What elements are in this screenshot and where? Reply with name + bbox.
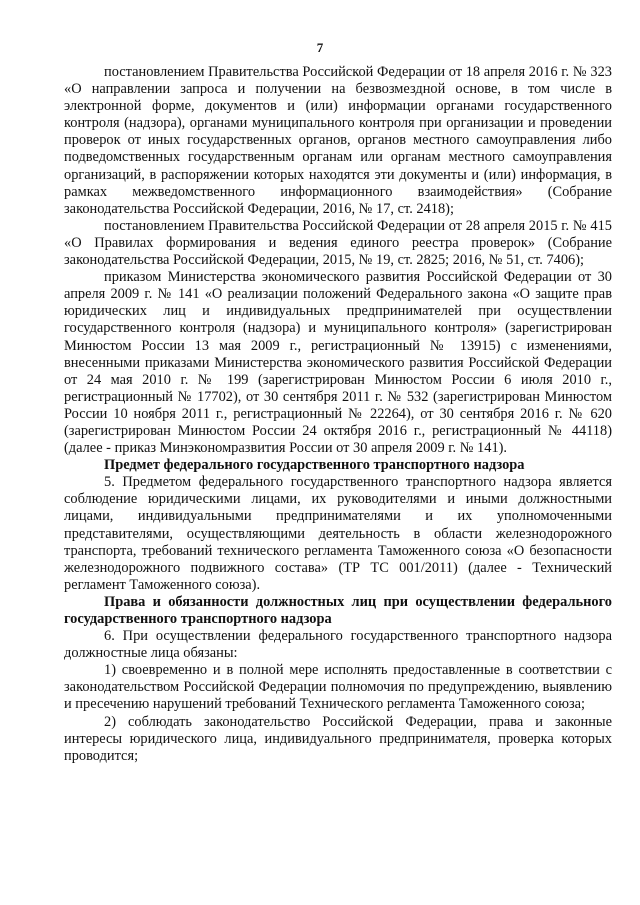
paragraph-resolution-415: постановлением Правительства Российской Федерации от 28 апреля 2015 г. № 415 «О Правилах формирования и ведения единого реестра проверок» (Собрание законодательства Российской Федерации, 2015, № 19, ст. 2825; 2016, № 51, ст. 7406); — [64, 217, 612, 269]
paragraph-item-5: 5. Предметом федерального государственного транспортного надзора является соблюдение юридическими лицами, их руководителями и иными должностными лицами, индивидуальными предпринимателями и их уполномоченными представителями, осуществляющими деятельность в области железнодорожного транспорта, требований технического регламента Таможенного союза «О безопасности железнодорожного подвижного состава» (ТР ТС 001/2011) (далее - Технический регламент Таможенного союза). — [64, 474, 612, 593]
paragraph-resolution-323: постановлением Правительства Российской Федерации от 18 апреля 2016 г. № 323 «О направлении запроса и получении на безвозмездной основе, в том числе в электронной форме, документов и (или) информации органами государственного контроля (надзора), органами муниципального контроля при организации и проведении проверок от иных государственных органов, органов местного самоуправления либо подведомственных государственным органам или органам местного самоуправления организаций, в распоряжении которых находятся эти документы и (или) информация, в рамках межведомственного информационного взаимодействия» (Собрание законодательства Российской Федерации, 2016, № 17, ст. 2418); — [64, 64, 612, 217]
paragraph-order-141: приказом Министерства экономического развития Российской Федерации от 30 апреля 2009 г. № 141 «О реализации положений Федерального закона «О защите прав юридических лиц и индивидуальных предпринимателей при осуществлении государственного контроля (надзора) и муниципального контроля» (зарегистрирован Минюстом России 13 мая 2009 г., регистрационный № 13915) с изменениями, внесенными приказами Министерства экономического развития Российской Федерации от 24 мая 2010 г. № 199 (зарегистрирован Минюстом России 6 июля 2010 г., регистрационный № 17702), от 30 сентября 2011 г. № 532 (зарегистрирован Минюстом России 10 ноября 2011 г., регистрационный № 22264), от 30 сентября 2016 г. № 620 (зарегистрирован Минюстом России 24 октября 2016 г., регистрационный № 44118) (далее - приказ Минэкономразвития России от 30 апреля 2009 г. № 141). — [64, 269, 612, 457]
document-body — [64, 64, 612, 765]
section-heading-subject: Предмет федерального государственного транспортного надзора — [104, 457, 525, 474]
paragraph-subitem-2: 2) соблюдать законодательство Российской Федерации, права и законные интересы юридического лица, индивидуального предпринимателя, проверка которых проводится; — [64, 713, 612, 764]
paragraph-subitem-1: 1) своевременно и в полной мере исполнять предоставленные в соответствии с законодательством Российской Федерации полномочия по предупреждению, выявлению и пресечению нарушений требований Технического регламента Таможенного союза; — [64, 662, 612, 713]
page-number: 7 — [316, 40, 324, 55]
section-heading-rights-duties: Права и обязанности должностных лиц при осуществлении федерального государственного транспортного надзора — [64, 593, 612, 627]
paragraph-item-6: 6. При осуществлении федерального государственного транспортного надзора должностные лица обязаны: — [64, 628, 612, 662]
